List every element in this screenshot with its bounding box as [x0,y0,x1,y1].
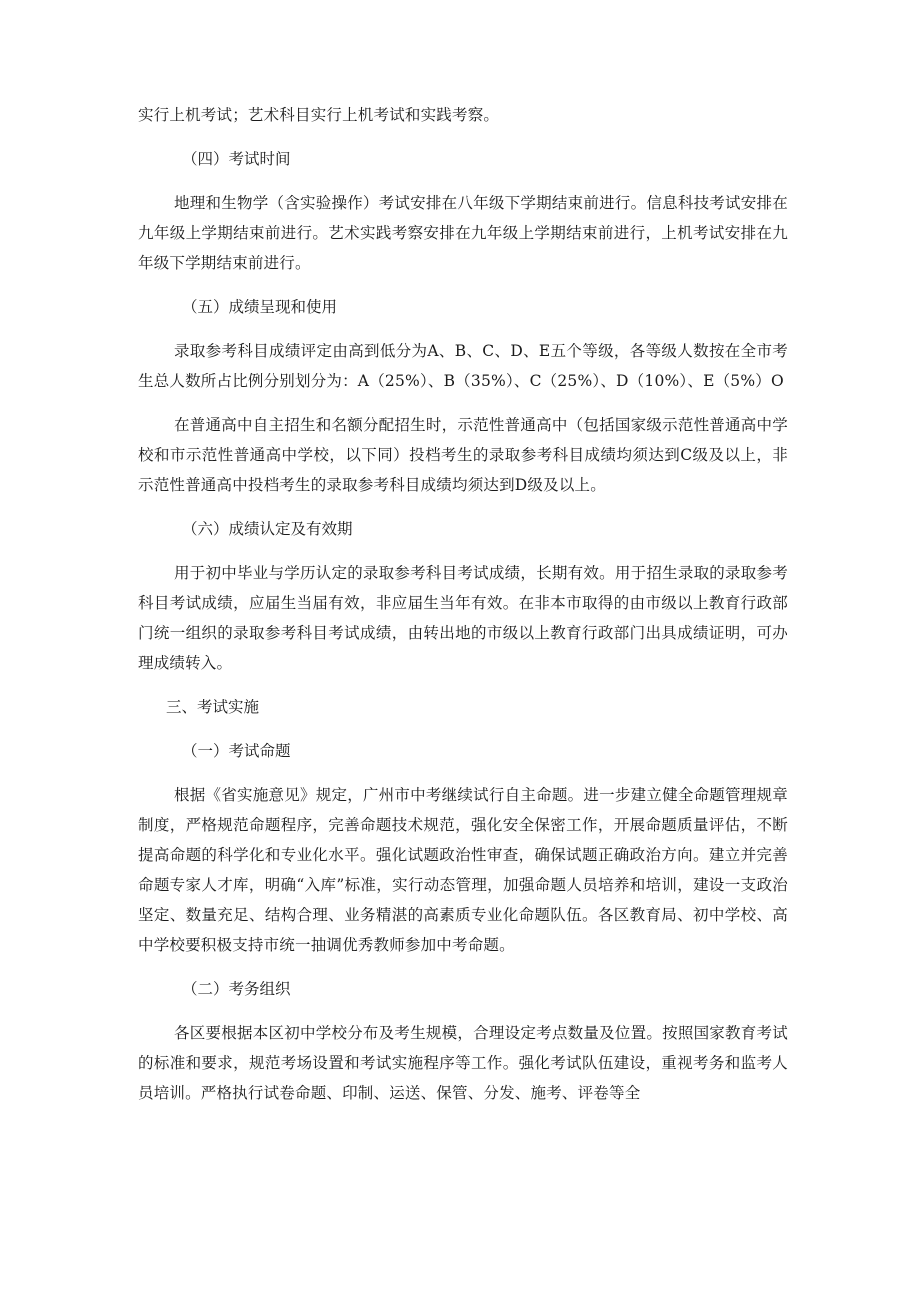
section-heading-score-validity: （六）成绩认定及有效期 [182,520,353,538]
paragraph-exam-proposition: 根据《省实施意见》规定，广州市中考继续试行自主命题。进一步建立健全命题管理规章制度，严格规范命题程序，完善命题技术规范，强化安全保密工作，开展命题质量评估，不断提高命题的科学化和专业化水平。强化试题政治性审查，确保试题正确政治方向。建立并完善命题专家人才库，明确“入库”标准，实行动态管理，加强命题人员培养和培训，建设一支政治坚定、数量充足、结构合理、业务精湛的高素质专业化命题队伍。各区教育局、初中学校、高中学校要积极支持市统一抽调优秀教师参加中考命题。 [138,786,788,954]
paragraph-score-validity: 用于初中毕业与学历认定的录取参考科目考试成绩，长期有效。用于招生录取的录取参考科目考试成绩，应届生当届有效，非应届生当年有效。在非本市取得的由市级以上教育行政部门统一组织的录取参考科目考试成绩，由转出地的市级以上教育行政部门出具成绩证明，可办理成绩转入。 [138,564,788,672]
paragraph-score-usage: 在普通高中自主招生和名额分配招生时，示范性普通高中（包括国家级示范性普通高中学校和市示范性普通高中学校，以下同）投档考生的录取参考科目成绩均须达到C级及以上，非示范性普通高中投档考生的录取参考科目成绩均须达到D级及以上。 [138,416,788,494]
section-heading-score-presentation: （五）成绩呈现和使用 [182,298,338,316]
section-heading-exam-implementation: 三、考试实施 [166,698,260,716]
section-heading-exam-organization: （二）考务组织 [182,980,291,998]
section-heading-exam-time: （四）考试时间 [182,150,291,168]
paragraph-exam-organization: 各区要根据本区初中学校分布及考生规模，合理设定考点数量及位置。按照国家教育考试的标准和要求，规范考场设置和考试实施程序等工作。强化考试队伍建设，重视考务和监考人员培训。严格执行试卷命题、印制、运送、保管、分发、施考、评卷等全 [138,1024,788,1102]
section-heading-exam-proposition: （一）考试命题 [182,742,291,760]
paragraph-continuation: 实行上机考试；艺术科目实行上机考试和实践考察。 [138,106,500,124]
paragraph-score-grades: 录取参考科目成绩评定由高到低分为A、B、C、D、E五个等级，各等级人数按在全市考生总人数所占比例分别划分为：A（25%）、B（35%）、C（25%）、D（10%）、E（5%）O [138,342,788,390]
paragraph-exam-time: 地理和生物学（含实验操作）考试安排在八年级下学期结束前进行。信息科技考试安排在九年级上学期结束前进行。艺术实践考察安排在九年级上学期结束前进行，上机考试安排在九年级下学期结束前进行。 [138,194,788,272]
document-page [138,100,788,1122]
